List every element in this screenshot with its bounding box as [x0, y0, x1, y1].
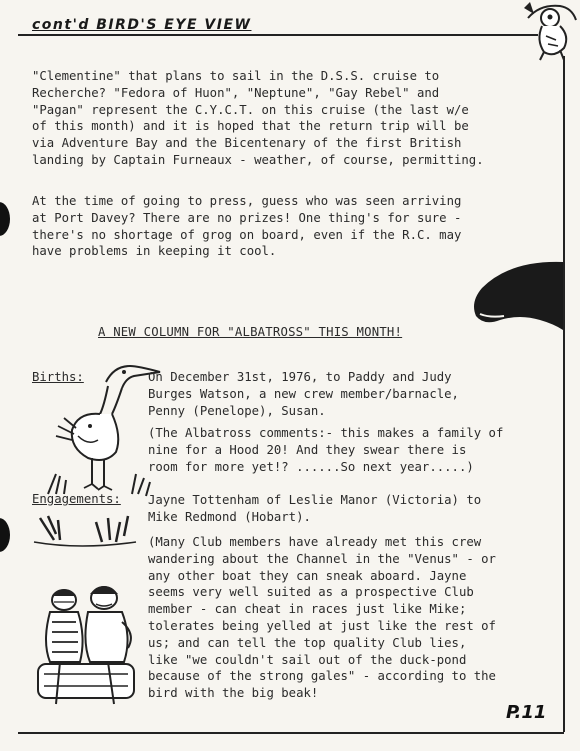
- births-comment: (The Albatross comments:- this makes a family of nine for a Hood 20! And they swear there is room for more yet!? ......So next year.....): [148, 426, 504, 474]
- paragraph-2: At the time of going to press, guess who was seen arriving at Port Davey? There are no prizes! One thing's for sure - there's no shortage of grog on board, even if the R.C. may have problems in keeping it cool.: [32, 194, 462, 259]
- births-text: On December 31st, 1976, to Paddy and Judy Burges Watson, a new crew member/barnacle, Penny (Penelope), Susan.: [148, 370, 459, 418]
- heart-sketch-icon: [30, 512, 140, 552]
- bottom-rule: [18, 732, 564, 734]
- births-label: Births:: [32, 370, 84, 384]
- engagements-label: Engagements:: [32, 492, 121, 506]
- binder-hole: [0, 202, 10, 236]
- top-rule: [18, 34, 538, 36]
- engagements-comment: (Many Club members have already met this crew wandering about the Channel in the "Venus" - or any other boat they can sneak aboard. Jayne seems very well suited as a prospective Club member - can cheat in races just like Mike; tolerates being yelled at just like the rest of us; and can tell the top quality Club lies, like "we couldn't sail out of the duck-pond because of the strong gales" - according to the bird with the big beak!: [148, 535, 496, 701]
- right-rule: [563, 56, 565, 732]
- section-heading: cont'd BIRD'S EYE VIEW: [32, 17, 252, 33]
- bird-beak-silhouette-icon: [470, 258, 563, 344]
- column-heading: A NEW COLUMN FOR "ALBATROSS" THIS MONTH!: [98, 325, 403, 339]
- paragraph-1: "Clementine" that plans to sail in the D.S.S. cruise to Recherche? "Fedora of Huon", "Neptune", "Gay Rebel" and "Pagan" represent the C.Y.C.T. on this cruise (the last w/e of this month) and it is hoped that the return trip will be via Adventure Bay and the Bicentenary of the first British landing by Captain Furneaux - weather, of course, permitting.: [32, 69, 484, 167]
- page-number: P.11: [506, 702, 547, 723]
- couple-cartoon-icon: [24, 582, 148, 712]
- engagements-text: Jayne Tottenham of Leslie Manor (Victoria) to Mike Redmond (Hobart).: [148, 493, 482, 524]
- binder-hole: [0, 518, 10, 552]
- albatross-mascot-icon: [520, 0, 580, 62]
